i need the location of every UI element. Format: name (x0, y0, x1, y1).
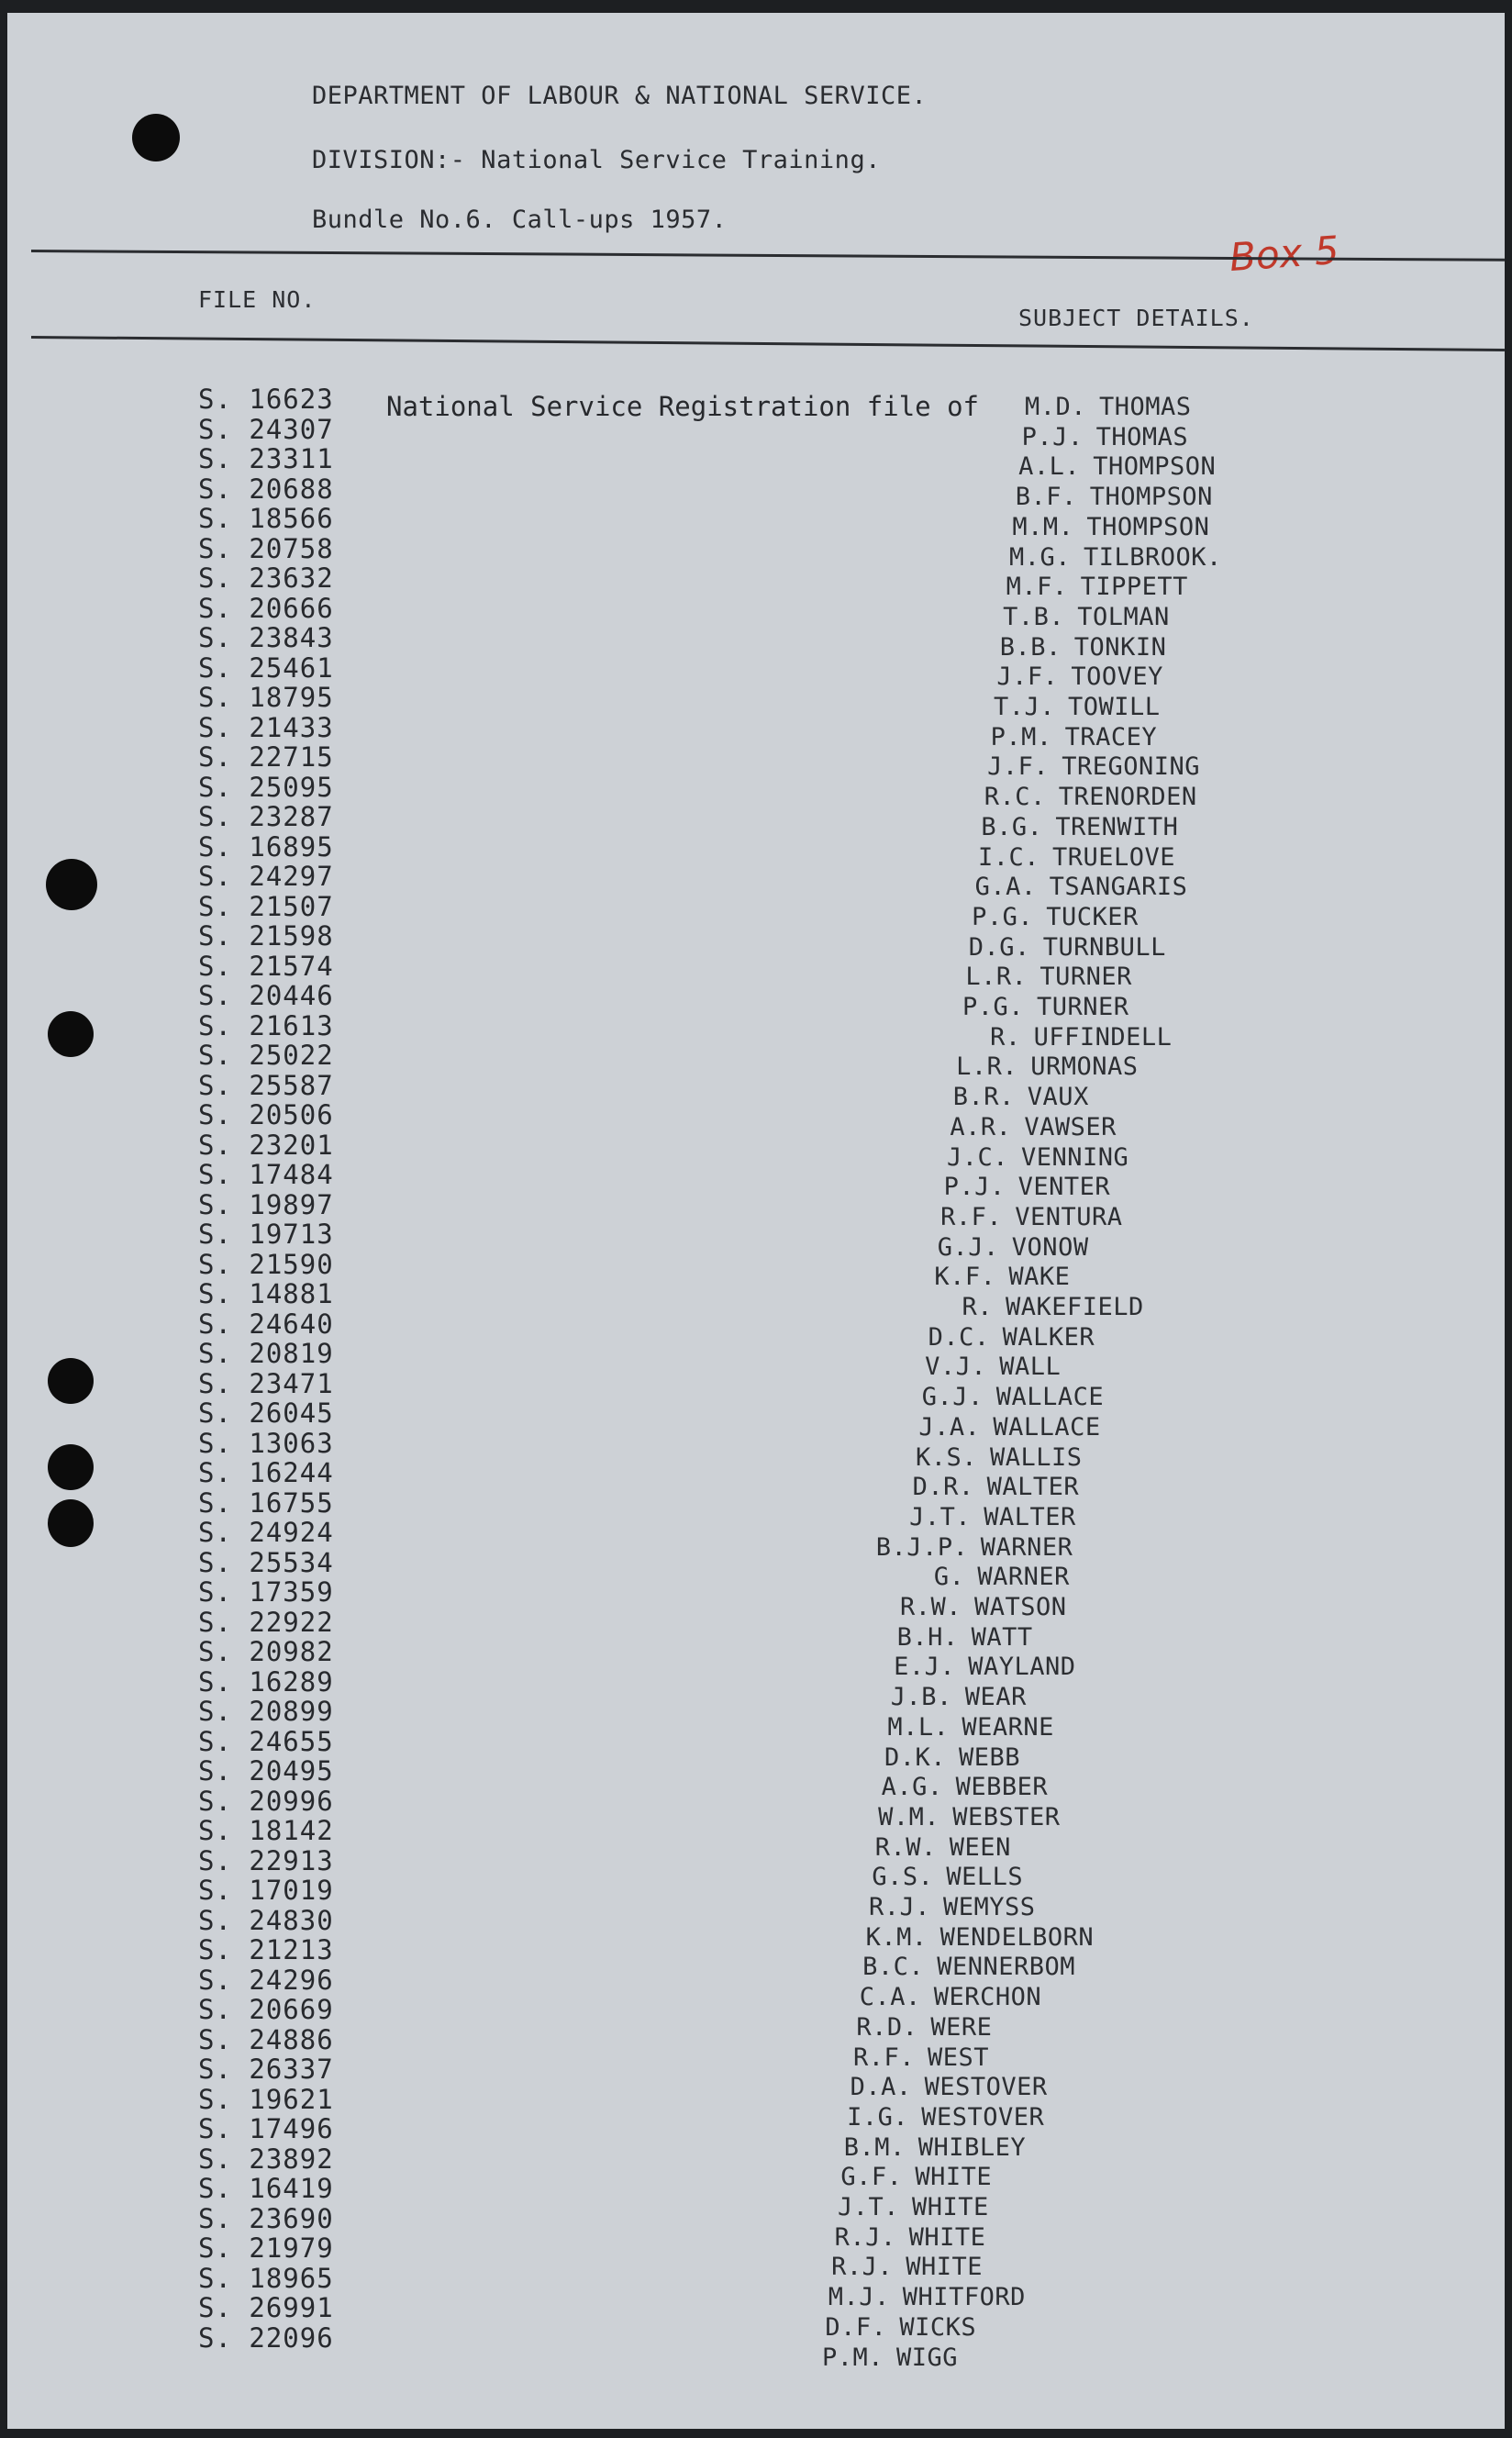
subject-initials: R.F. (940, 1202, 1003, 1231)
subject-name (904, 1263, 1070, 1291)
file-number: S. 21613 (198, 1009, 334, 1041)
subject-name (966, 662, 1163, 691)
subject-surname: THOMPSON (1093, 452, 1217, 482)
file-number: S. 17359 (198, 1576, 334, 1608)
subject-name (951, 813, 1178, 841)
subject-name (988, 452, 1216, 481)
punch-hole (132, 114, 180, 161)
subject-name (879, 1503, 1076, 1531)
file-number: S. 21574 (198, 950, 334, 982)
file-number: S. 18566 (198, 503, 334, 534)
punch-hole (48, 1358, 94, 1404)
subject-initials: P.G. (972, 902, 1034, 931)
subject-surname: THOMPSON (1086, 512, 1210, 541)
subject-surname: TIPPETT (1080, 573, 1188, 602)
subject-surname: WERE (930, 2012, 993, 2042)
subject-surname: WALKER (1002, 1322, 1095, 1352)
file-number: S. 23311 (198, 443, 334, 474)
subject-surname: VONOW (1011, 1232, 1089, 1262)
file-number: S. 25022 (198, 1040, 334, 1071)
subject-surname: WENDELBORN (939, 1922, 1095, 1952)
subject-initials: L.R. (956, 1052, 1018, 1082)
subject-name (948, 843, 1175, 872)
subject-name (973, 603, 1170, 631)
subject-initials: D.F. (825, 2312, 887, 2342)
subject-initials: I.G. (847, 2102, 909, 2132)
file-number: S. 19713 (198, 1219, 334, 1250)
subject-name (870, 1593, 1067, 1621)
subject-initials: J.A. (918, 1412, 981, 1442)
subject-initials: D.K. (884, 1742, 946, 1772)
subject-name (854, 1743, 1020, 1772)
subject-surname: THOMPSON (1089, 483, 1213, 512)
subject-initials: E.J. (894, 1653, 956, 1682)
subject-initials: P.M. (821, 2343, 884, 2372)
subject-name (979, 543, 1222, 572)
subject-name (929, 1023, 1173, 1052)
file-number: S. 24296 (198, 1964, 334, 1996)
file-number: S. 18795 (198, 682, 334, 713)
subject-surname: VENTURA (1015, 1202, 1123, 1231)
subject-initials: M.G. (1008, 542, 1071, 572)
file-number: S. 23690 (198, 2202, 334, 2234)
subject-name (798, 2283, 1026, 2311)
subject-surname: WARNER (980, 1532, 1073, 1562)
subject-surname: WEST (928, 2043, 990, 2072)
file-number: S. 13063 (198, 1427, 334, 1459)
subject-name (805, 2223, 986, 2252)
subject-surname: TRENORDEN (1058, 783, 1197, 812)
subject-initials: M.L. (887, 1712, 950, 1742)
subject-name (829, 1983, 1041, 2011)
subject-initials: G. (933, 1563, 965, 1592)
subject-surname: TOLMAN (1077, 602, 1170, 631)
subject-surname: WALL (999, 1353, 1062, 1382)
department-heading: DEPARTMENT OF LABOUR & NATIONAL SERVICE. (312, 82, 928, 110)
registration-description: National Service Registration file of (386, 391, 980, 422)
subject-name (861, 1683, 1027, 1711)
subject-name (932, 993, 1129, 1021)
document-page (7, 13, 1505, 2429)
file-number: S. 18965 (198, 2262, 334, 2294)
subject-initials: R.F. (852, 2043, 915, 2072)
subject-surname: UFFINDELL (1033, 1022, 1173, 1052)
file-number: S. 16419 (198, 2173, 334, 2204)
subject-name (907, 1233, 1089, 1262)
subject-initials: B.G. (981, 812, 1043, 841)
subject-name (926, 1052, 1138, 1081)
subject-surname: WICKS (899, 2312, 977, 2342)
subject-name (863, 1653, 1075, 1681)
file-number: S. 21507 (198, 890, 334, 922)
subject-surname: TONKIN (1073, 632, 1167, 662)
subject-surname: WHITE (915, 2163, 993, 2192)
subject-surname: TURNBULL (1042, 932, 1166, 962)
subject-name (826, 2013, 992, 2042)
subject-surname: WATSON (974, 1593, 1067, 1621)
subject-initials: D.G. (968, 932, 1030, 962)
subject-name (985, 483, 1213, 511)
subject-name (961, 723, 1158, 751)
subject-surname: WEEN (949, 1832, 1011, 1862)
subject-name (941, 903, 1139, 931)
subject-name (992, 423, 1189, 451)
file-number: S. 20982 (198, 1636, 334, 1667)
subject-initials: R.W. (874, 1832, 937, 1862)
subject-initials: G.F. (840, 2163, 903, 2192)
subject-surname: WAYLAND (968, 1653, 1076, 1682)
subject-surname: TRACEY (1064, 722, 1158, 751)
file-number: S. 23843 (198, 622, 334, 653)
subject-name (885, 1443, 1083, 1472)
subject-surname: WEBSTER (952, 1802, 1061, 1831)
file-number: S. 21213 (198, 1934, 334, 1965)
subject-surname: WEAR (964, 1683, 1027, 1712)
file-number: S. 26337 (198, 2054, 334, 2085)
file-number: S. 19897 (198, 1188, 334, 1220)
subject-surname: VAUX (1027, 1083, 1089, 1112)
file-number: S. 24640 (198, 1308, 334, 1340)
file-number: S. 22913 (198, 1844, 334, 1876)
subject-surname: VENNING (1021, 1142, 1129, 1172)
subject-surname: WALTER (986, 1473, 1080, 1502)
subject-surname: WALLIS (990, 1442, 1083, 1472)
file-number: S. 19621 (198, 2083, 334, 2115)
subject-initials: J.C. (946, 1142, 1008, 1172)
subject-name (873, 1563, 1070, 1591)
file-number: S. 20819 (198, 1338, 334, 1369)
header-rule-bottom (31, 336, 1505, 351)
subject-initials: R.D. (856, 2012, 918, 2042)
subject-surname: TUCKER (1046, 902, 1139, 931)
subject-name (851, 1773, 1049, 1801)
subject-initials: J.T. (909, 1502, 972, 1531)
file-number: S. 26045 (198, 1397, 334, 1429)
file-number: S. 24830 (198, 1904, 334, 1936)
subject-initials: P.J. (1021, 422, 1084, 451)
subject-name (814, 2133, 1026, 2162)
file-number: S. 23892 (198, 2143, 334, 2175)
subject-initials: J.B. (890, 1683, 952, 1712)
file-number: S. 25587 (198, 1069, 334, 1101)
subject-surname: WHITE (906, 2253, 983, 2282)
box-number-annotation: Box 5 (1228, 227, 1341, 281)
subject-surname: WALLACE (993, 1412, 1101, 1442)
subject-surname: THOMAS (1099, 393, 1192, 421)
subject-name (939, 933, 1166, 962)
file-no-column-header: FILE NO. (198, 286, 317, 313)
file-number: S. 20899 (198, 1696, 334, 1727)
subject-initials: J.F. (987, 752, 1050, 782)
subject-initials: B.H. (896, 1622, 959, 1652)
subject-surname: THOMAS (1095, 422, 1189, 451)
subject-name (970, 633, 1167, 662)
subject-name (845, 1833, 1011, 1862)
subject-initials: B.F. (1015, 483, 1077, 512)
subject-surname: TOOVEY (1071, 662, 1163, 692)
subject-surname: WAKEFIELD (1006, 1293, 1144, 1321)
subject-surname: URMONAS (1030, 1052, 1139, 1082)
file-number: S. 20506 (198, 1099, 334, 1130)
subject-name (914, 1173, 1111, 1201)
subject-initials: G.J. (937, 1232, 999, 1262)
subject-initials: R.J. (834, 2222, 896, 2252)
subject-name (982, 513, 1209, 541)
subject-initials: J.F. (996, 662, 1059, 692)
subject-surname: TSANGARIS (1049, 873, 1188, 902)
file-number: S. 24307 (198, 413, 334, 445)
subject-name (910, 1203, 1122, 1231)
file-number: S. 21433 (198, 711, 334, 743)
bundle-heading: Bundle No.6. Call-ups 1957. (312, 206, 728, 234)
file-number: S. 22096 (198, 2321, 334, 2354)
file-number: S. 21979 (198, 2232, 334, 2264)
subject-surname: WESTOVER (924, 2073, 1048, 2102)
subject-name (898, 1323, 1095, 1352)
subject-surname: VAWSER (1024, 1112, 1117, 1141)
subject-name (995, 393, 1192, 421)
subject-name (919, 1113, 1117, 1141)
subject-surname: TRUELOVE (1052, 842, 1176, 872)
punch-hole (46, 859, 97, 910)
subject-name (832, 1953, 1075, 1981)
file-number: S. 17484 (198, 1159, 334, 1190)
file-number: S. 20666 (198, 592, 334, 624)
subject-initials: B.J.P. (875, 1532, 969, 1562)
subject-surname: TURNER (1037, 993, 1129, 1021)
subject-name (976, 573, 1188, 601)
subject-name (817, 2103, 1044, 2132)
subject-name (807, 2193, 989, 2221)
subject-surname: VENTER (1017, 1173, 1111, 1202)
subject-name (954, 783, 1197, 811)
subject-initials: G.A. (974, 873, 1037, 902)
subject-name (801, 2253, 983, 2281)
subject-initials: D.C. (928, 1322, 990, 1352)
subject-initials: W.M. (878, 1802, 940, 1831)
subject-name (810, 2163, 992, 2191)
subject-surname: WESTOVER (921, 2102, 1045, 2132)
subject-surname: WHIBLEY (917, 2132, 1027, 2162)
file-number: S. 24886 (198, 2023, 334, 2055)
subject-surname: TRENWITH (1055, 812, 1179, 841)
subject-surname: WHITE (908, 2222, 986, 2252)
file-number: S. 16895 (198, 830, 334, 863)
file-number: S. 21590 (198, 1248, 334, 1280)
subject-name (883, 1473, 1080, 1501)
file-number: S. 16755 (198, 1486, 334, 1519)
file-number: S. 17019 (198, 1875, 334, 1906)
file-number: S. 24655 (198, 1725, 334, 1757)
subject-initials: M.D. (1024, 393, 1086, 421)
subject-name (957, 752, 1200, 781)
subject-surname: WARNER (977, 1563, 1070, 1592)
subject-initials: L.R. (965, 963, 1028, 992)
subject-initials: K.M. (865, 1922, 928, 1952)
subject-name (963, 693, 1161, 721)
subject-initials: G.J. (921, 1383, 984, 1412)
subject-name (795, 2313, 976, 2342)
subject-initials: A.G. (881, 1773, 943, 1802)
subject-initials: R.W. (899, 1593, 962, 1621)
subject-initials: G.S. (872, 1863, 934, 1892)
file-number: S. 25095 (198, 771, 334, 803)
file-number: S. 23201 (198, 1129, 334, 1161)
subject-name (892, 1383, 1104, 1411)
file-number: S. 17496 (198, 2113, 334, 2144)
subject-initials: M.F. (1006, 573, 1068, 602)
subject-initials: B.C. (862, 1953, 925, 1982)
subject-name (935, 963, 1132, 991)
subject-surname: WALLACE (995, 1383, 1105, 1412)
subject-initials: B.B. (999, 632, 1062, 662)
file-number: S. 20446 (198, 980, 334, 1011)
file-number: S. 18142 (198, 1815, 334, 1846)
subject-initials: P.J. (943, 1173, 1006, 1202)
subject-initials: D.R. (912, 1473, 974, 1502)
subject-initials: V.J. (925, 1353, 987, 1382)
subject-name (848, 1803, 1060, 1831)
subject-initials: B.R. (952, 1083, 1015, 1112)
subject-surname: WEMYSS (943, 1893, 1036, 1921)
subject-surname: WATT (971, 1622, 1033, 1652)
file-number: S. 16623 (198, 384, 334, 415)
subject-initials: P.G. (962, 993, 1024, 1021)
subject-initials: R. (962, 1293, 993, 1321)
subject-name (839, 1893, 1036, 1921)
subject-surname: WAKE (1008, 1263, 1071, 1292)
subject-initials: P.M. (990, 722, 1052, 751)
subject-initials: R.J. (831, 2253, 894, 2282)
subject-surname: TURNER (1040, 963, 1132, 992)
subject-name (820, 2073, 1048, 2101)
file-number: S. 16244 (198, 1457, 334, 1488)
division-heading: DIVISION:- National Service Training. (312, 146, 881, 174)
subject-initials: R.J. (868, 1893, 930, 1921)
subject-name (923, 1083, 1089, 1111)
subject-initials: C.A. (859, 1983, 921, 2012)
subject-surname: TILBROOK. (1084, 542, 1222, 572)
file-number: S. 20688 (198, 473, 334, 505)
file-number: S. 20996 (198, 1785, 334, 1817)
subject-initials: R.C. (984, 783, 1046, 812)
file-number: S. 24924 (198, 1517, 334, 1548)
subject-surname: WEARNE (962, 1712, 1054, 1742)
file-number: S. 21598 (198, 920, 334, 952)
subject-initials: J.T. (837, 2193, 899, 2221)
punch-hole (48, 1499, 94, 1547)
subject-name (857, 1713, 1054, 1742)
subject-initials: A.R. (950, 1112, 1012, 1141)
subject-initials: K.F. (934, 1263, 996, 1292)
file-number: S. 26991 (198, 2292, 334, 2323)
file-number: S. 25534 (198, 1546, 334, 1578)
file-number: S. 20758 (198, 532, 334, 564)
subject-name (823, 2043, 989, 2072)
subject-initials: M.J. (828, 2283, 890, 2312)
subject-name (888, 1413, 1100, 1442)
subject-surname: WELLS (946, 1863, 1024, 1892)
file-number: S. 14881 (198, 1278, 334, 1309)
subject-details-column-header: SUBJECT DETAILS. (1018, 305, 1254, 331)
punch-hole (48, 1011, 94, 1057)
subject-surname: TREGONING (1062, 752, 1200, 782)
subject-name (867, 1623, 1033, 1652)
file-number: S. 20495 (198, 1755, 334, 1787)
subject-initials: M.M. (1012, 512, 1074, 541)
subject-initials: T.B. (1003, 602, 1065, 631)
subject-initials: K.S. (915, 1442, 977, 1472)
subject-name (895, 1353, 1061, 1381)
subject-surname: WEBBER (955, 1773, 1049, 1802)
file-number: S. 23287 (198, 801, 334, 832)
subject-name (792, 2343, 958, 2372)
subject-initials: T.J. (993, 693, 1055, 721)
subject-surname: WEBB (959, 1742, 1021, 1772)
subject-initials: D.A. (850, 2073, 912, 2102)
file-number: S. 23632 (198, 562, 334, 594)
subject-surname: WERCHON (933, 1983, 1042, 2012)
subject-name (901, 1293, 1144, 1321)
subject-initials: I.C. (977, 842, 1040, 872)
subject-surname: WHITFORD (902, 2283, 1026, 2312)
subject-name (917, 1143, 1128, 1172)
subject-surname: WHITE (912, 2193, 989, 2221)
subject-name (876, 1533, 1073, 1562)
subject-surname: WENNERBOM (937, 1953, 1075, 1982)
file-number: S. 22922 (198, 1606, 334, 1638)
file-number: S. 20669 (198, 1994, 334, 2025)
subject-name (945, 873, 1188, 901)
subject-initials: A.L. (1018, 452, 1081, 482)
file-number: S. 22715 (198, 741, 334, 773)
subject-surname: WALTER (984, 1502, 1076, 1531)
subject-name (841, 1863, 1023, 1891)
file-number: S. 24297 (198, 861, 334, 892)
subject-initials: B.M. (843, 2132, 906, 2162)
subject-name (836, 1923, 1095, 1952)
file-number: S. 25461 (198, 651, 334, 684)
file-number: S. 23471 (198, 1367, 334, 1399)
subject-initials: R. (990, 1022, 1021, 1052)
file-number: S. 16289 (198, 1665, 334, 1698)
subject-surname: WIGG (896, 2343, 959, 2372)
punch-hole (48, 1444, 94, 1490)
subject-surname: TOWILL (1068, 693, 1161, 721)
